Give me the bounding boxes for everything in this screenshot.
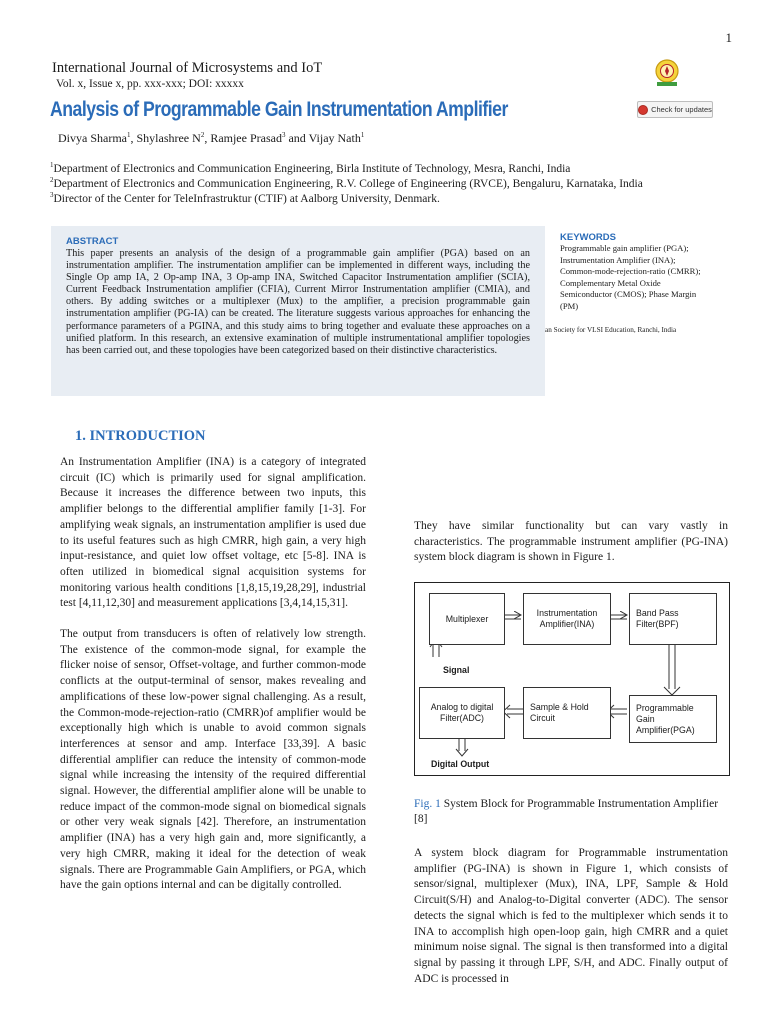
volume-line: Vol. x, Issue x, pp. xxx-xxx; DOI: xxxxx [56,78,244,90]
paragraph: They have similar functionality but can vary vastly in characteristics. The programmable instrument amplifier (PG-INA) system block diagram is shown in Figure 1. [414,520,728,564]
author-name: Ramjee Prasad [210,131,282,145]
author-name: Vijay Nath [308,131,361,145]
author-name: Shylashree N [136,131,201,145]
paper-title: Analysis of Programmable Gain Instrumentation Amplifier [50,98,508,121]
affiliation: $^3$Director of the Center for TeleInfrastruktur (CTIF) at Aalborg University, Denmark. [50,191,440,205]
paragraph: An Instrumentation Amplifier (INA) is a category of integrated circuit (IC) which is primarily used for signal amplification. Because it increases the difference between two inputs, this amplifier belongs to the differential amplifier family [1-3]. For amplifying weak signals, an instrumentation amplifier is used due to its useful features such as high CMRR, high gain, a very high input-resistance, and quiet low offset voltage, etc [5-8]. INA is often utilized in biomedical signal acquisition systems for monitoring various health conditions [1,8,15,19,28,29], industrial test [4,11,12,30] and measurement applications [3,4,14,15,31]. [60,456,366,610]
keywords-heading: KEYWORDS [560,232,616,243]
check-updates-button[interactable] [637,101,713,118]
figure-block-diagram [414,582,730,776]
multiplexer-block: Multiplexer [429,593,505,645]
right-column-top [414,519,728,566]
signal-label: Signal [443,665,470,675]
check-updates-label: Check for updates [651,105,712,114]
pga-block: Programmable Gain Amplifier(PGA) [629,695,717,743]
keywords-text: Programmable gain amplifier (PGA); Instrumentation Amplifier (INA); Common-mode-rejection-ratio (CMRR); Complementary Metal Oxide Semiconductor (CMOS); Phase Margin (PM) [560,243,701,311]
abstract-heading: ABSTRACT [66,236,119,247]
figure-label: Fig. 1 [414,798,441,810]
bpf-block: Band Pass Filter(BPF) [629,593,717,645]
page-number: 1 [725,30,732,45]
affiliation: $^2$Department of Electronics and Communication Engineering, R.V. College of Engineering (RVCE), Bengaluru, Karnataka, India [50,176,643,190]
author-name: Divya Sharma [58,131,127,145]
ina-block: Instrumentation Amplifier(INA) [523,593,611,645]
society-note: an Society for VLSI Education, Ranchi, India [545,326,677,334]
figure-caption-text: System Block for Programmable Instrumentation Amplifier [8] [414,798,719,825]
right-column-bottom [414,846,728,987]
journal-logo-icon [652,58,682,88]
figure-caption [414,797,728,827]
journal-name: International Journal of Microsystems and IoT [52,60,323,76]
paragraph: The output from transducers is often of relatively low strength. The existence of the common-mode signal, for example the flicker noise of sensor, Offset-voltage, and further common-mode conflicts at the output-terminal of sensor, makes revealing and amplifications of these low-power signal challenging. As a result, the Common-mode-rejection-ratio (CMRR)of amplifier would be exceptionally high which is unable to avoid common signals interferences at sensor and amp. Interface [33,39]. A basic differential amplifier can reduce the intensity of common-mode signal while increasing the intensity of the required differential signal. However, the differential amplifier alone will be unable to reduce impact of the common-mode signal on biomedical signals or other very weak signals [42]. Therefore, an instrumentation amplifier (INA) has a very high gain and, more significantly, a very high CMRR, making it ideal for the detection of weak signals. There are Programmable Gain Amplifiers, or PGA, which have the gain options internal and can be digitally controlled. [60,628,366,892]
section-heading: 1. INTRODUCTION [75,428,206,444]
digital-output-label: Digital Output [431,759,490,769]
author-list: Divya Sharma$^1$, Shylashree $N^2$, Ramjee Prasad$^3$ and Vijay Nath$^1$ [58,131,365,145]
affiliation: $^1$Department of Electronics and Communication Engineering, Birla Institute of Technology, Mesra, Ranchi, India [50,161,571,175]
abstract-text: This paper presents an analysis of the design of a programmable gain amplifier (PGA) based on an instrumentation amplifier. The instrumentation amplifier can be implemented in different ways, including the Single Op amp IA, 2 Op-amp INA, 3 Op-amp INA, Switched Capacitor Instrumentation amplifier (SCIA), Current Feedback Instrumentation amplifier (CFIA), Current Mirror Instrumentation amplifier (CMIA), and others. By adding switches or a multiplexer (Mux) to the amplifier, a precision programmable gain instrumentation amplifier (PG-IA) can be created. The literature suggests various approaches for enhancing the performance parameters of a PGINA, and this study aims to bring together and evaluate these approaches on a unified platform. In this research, an extensive examination of multiple instrumentational amplifier topologies has been carried out, and these topologies have been categorized based on their distinctive characteristics. [66,248,530,356]
sample-hold-block: Sample & Hold Circuit [523,687,611,739]
left-column [60,455,366,894]
adc-block: Analog to digital Filter(ADC) [419,687,505,739]
update-badge-icon [638,105,648,115]
paragraph: A system block diagram for Programmable instrumentation amplifier (PG-INA) is shown in Figure 1, which consists of sensor/signal, multiplexer (Mux), INA, LPF, Sample & Hold Circuit(S/H) and Analog-to-Digital converter (ADC). The sensor detects the signal which is fed to the multiplexer which sends it to INA to accomplish high open-loop gain, high CMRR and a quiet minimum noise signal. The signal is then transformed into a digital signal by passing it through LPF, S/H, and ADC. Finally output of ADC is processed in [414,847,728,985]
